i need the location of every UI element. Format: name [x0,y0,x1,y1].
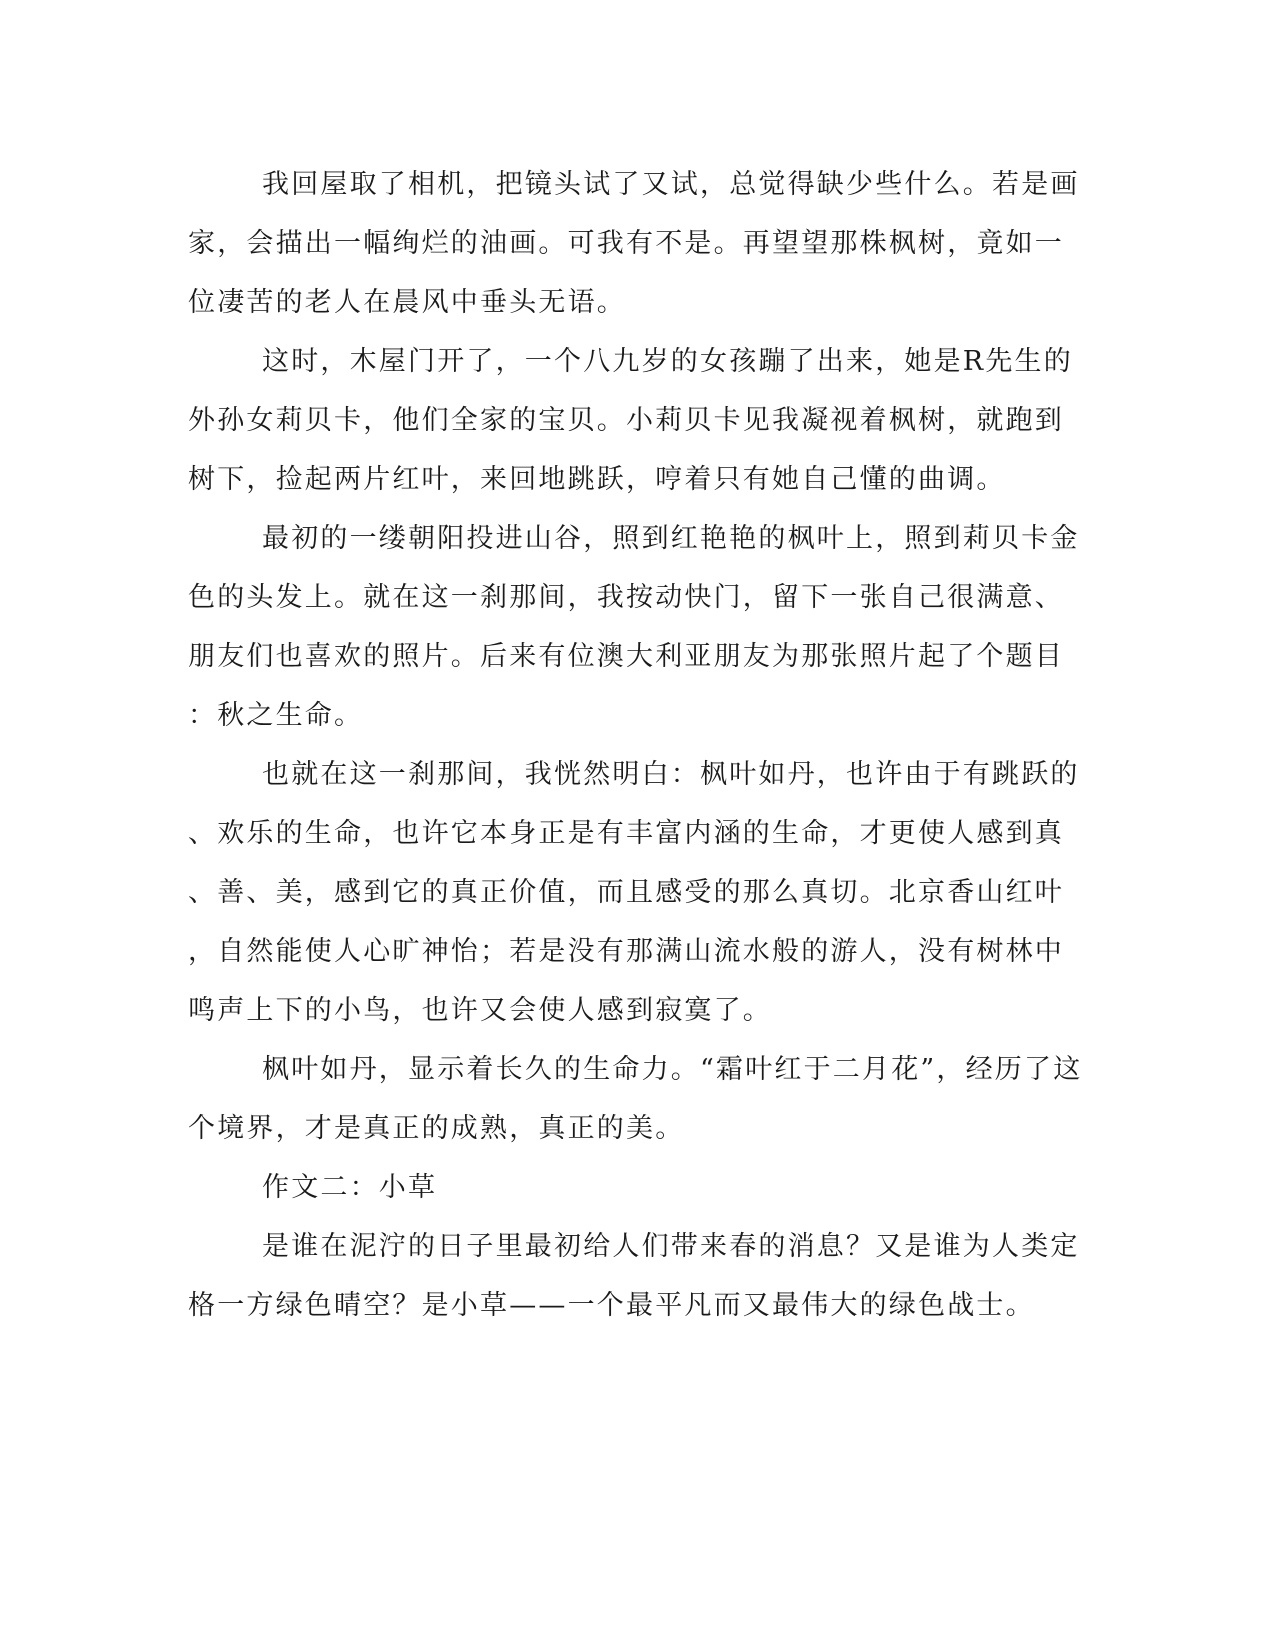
paragraph-line: 这时，木屋门开了，一个八九岁的女孩蹦了出来，她是R先生的 [262,346,1073,377]
paragraph-line: 家，会描出一幅绚烂的油画。可我有不是。再望望那株枫树，竟如一 [188,228,1064,259]
paragraph-line: 、欢乐的生命，也许它本身正是有丰富内涵的生命，才更使人感到真 [188,818,1064,849]
paragraph-line: 格一方绿色晴空？是小草——一个最平凡而又最伟大的绿色战士。 [188,1290,1035,1321]
paragraph-line: ：秋之生命。 [188,700,364,731]
paragraph-line: ，自然能使人心旷神怡；若是没有那满山流水般的游人，没有树林中 [188,936,1064,967]
paragraph-line: 、善、美，感到它的真正价值，而且感受的那么真切。北京香山红叶 [188,877,1064,908]
paragraph-line: 树下，捡起两片红叶，来回地跳跃，哼着只有她自己懂的曲调。 [188,464,1006,495]
paragraph-line: 鸣声上下的小鸟，也许又会使人感到寂寞了。 [188,995,772,1026]
paragraph-line: 朋友们也喜欢的照片。后来有位澳大利亚朋友为那张照片起了个题目 [188,641,1064,672]
paragraph-line: 外孙女莉贝卡，他们全家的宝贝。小莉贝卡见我凝视着枫树，就跑到 [188,405,1064,436]
paragraph-line: 个境界，才是真正的成熟，真正的美。 [188,1113,685,1144]
paragraph-line: 我回屋取了相机，把镜头试了又试，总觉得缺少些什么。若是画 [262,169,1080,200]
paragraph-line: 也就在这一刹那间，我恍然明白：枫叶如丹，也许由于有跳跃的 [262,759,1080,790]
paragraph-line: 是谁在泥泞的日子里最初给人们带来春的消息？又是谁为人类定 [262,1231,1080,1262]
paragraph-line: 色的头发上。就在这一刹那间，我按动快门，留下一张自己很满意、 [188,582,1064,613]
paragraph-line: 枫叶如丹，显示着长久的生命力。“霜叶红于二月花”，经历了这 [262,1054,1083,1085]
paragraph-line: 最初的一缕朝阳投进山谷，照到红艳艳的枫叶上，照到莉贝卡金 [262,523,1080,554]
section-heading: 作文二：小草 [262,1172,438,1203]
paragraph-line: 位凄苦的老人在晨风中垂头无语。 [188,287,626,318]
